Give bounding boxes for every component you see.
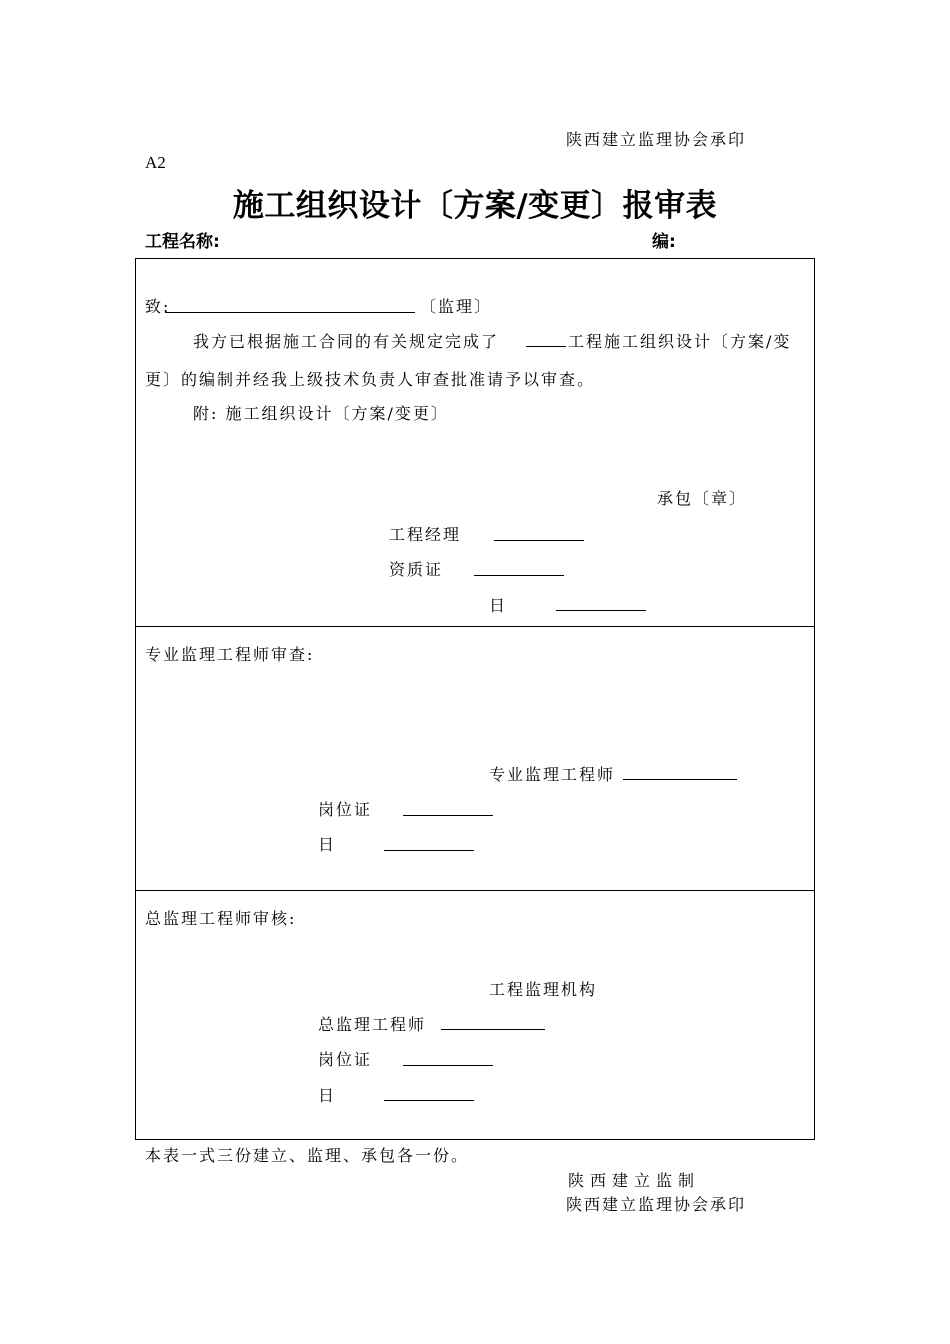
chief-engineer-label: 总监理工程师 xyxy=(318,1015,427,1034)
post-cert-field-2[interactable] xyxy=(403,815,493,816)
project-manager-label: 工程经理 xyxy=(389,525,462,544)
post-cert-field-3[interactable] xyxy=(403,1065,493,1066)
form-title: 施工组织设计〔方案/变更〕报审表 xyxy=(232,188,718,224)
date-field-1[interactable] xyxy=(556,610,646,611)
publisher-top: 陕西建立监理协会承印 xyxy=(566,130,747,149)
post-cert-label-3: 岗位证 xyxy=(318,1050,373,1069)
date-label-1: 日 xyxy=(489,596,508,615)
to-prefix: 致: xyxy=(145,297,171,316)
project-name-label: 工程名称: xyxy=(145,232,220,252)
contractor-seal-label: 承包〔章〕 xyxy=(657,489,748,508)
section-divider-2 xyxy=(135,890,815,891)
number-label: 编: xyxy=(652,232,676,252)
qualification-cert-field[interactable] xyxy=(474,575,564,576)
footer-note: 本表一式三份建立、监理、承包各一份。 xyxy=(145,1146,470,1165)
qualification-cert-label: 资质证 xyxy=(389,560,444,579)
project-field[interactable] xyxy=(526,346,566,347)
professional-engineer-label: 专业监理工程师 xyxy=(489,765,616,784)
body-line2: 更〕的编制并经我上级技术负责人审查批准请予以审查。 xyxy=(145,370,596,389)
date-field-2[interactable] xyxy=(384,850,474,851)
section-divider-1 xyxy=(135,626,815,627)
date-field-3[interactable] xyxy=(384,1100,474,1101)
attachment-line: 附: 施工组织设计〔方案/变更〕 xyxy=(193,404,449,423)
chief-engineer-field[interactable] xyxy=(441,1029,545,1030)
to-recipient-field[interactable] xyxy=(165,312,415,313)
body-line1-b: 工程施工组织设计〔方案/变 xyxy=(568,332,792,351)
supervision-organization-label: 工程监理机构 xyxy=(489,980,598,999)
form-code: A2 xyxy=(145,153,166,172)
form-table xyxy=(135,258,815,1140)
date-label-3: 日 xyxy=(318,1086,337,1105)
body-line1-a: 我方已根据施工合同的有关规定完成了 xyxy=(193,332,500,351)
date-label-2: 日 xyxy=(318,835,337,854)
professional-engineer-field[interactable] xyxy=(623,779,737,780)
publisher-bottom: 陕西建立监理协会承印 xyxy=(566,1195,747,1214)
post-cert-label-2: 岗位证 xyxy=(318,800,373,819)
made-by: 陕西建立监制 xyxy=(568,1171,701,1190)
to-suffix: 〔监理〕 xyxy=(420,297,493,316)
professional-review-heading: 专业监理工程师审查: xyxy=(145,645,315,664)
project-manager-field[interactable] xyxy=(494,540,584,541)
chief-review-heading: 总监理工程师审核: xyxy=(145,909,297,928)
